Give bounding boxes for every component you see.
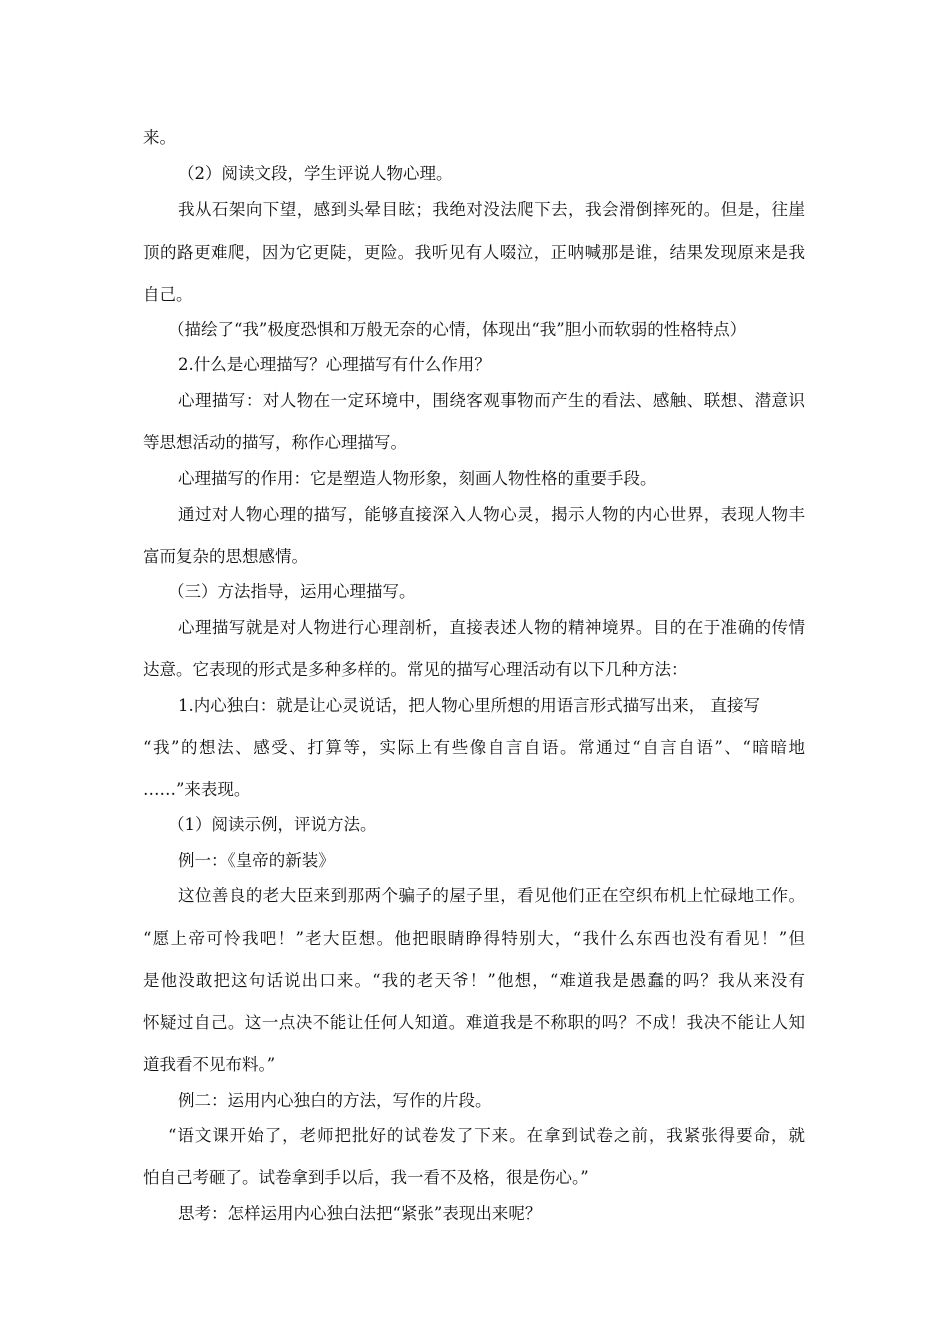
paragraph-line: 自己。 [143, 285, 193, 304]
paragraph-line: （三）方法指导，运用心理描写。 [168, 582, 416, 601]
paragraph-line: 来。 [143, 128, 176, 147]
paragraph-line: “语文课开始了，老师把批好的试卷发了下来。在拿到试卷之前，我紧张得要命，就 [168, 1126, 805, 1145]
paragraph-line: “我”的想法、感受、打算等，实际上有些像自言自语。常通过“自言自语”、“暗暗地 [143, 738, 805, 757]
paragraph-line: 达意。它表现的形式是多种多样的。常见的描写心理活动有以下几种方法： [143, 660, 688, 679]
paragraph-line: “愿上帝可怜我吧！”老大臣想。他把眼睛睁得特别大，“我什么东西也没有看见！”但 [143, 929, 805, 948]
paragraph-line: 这位善良的老大臣来到那两个骗子的屋子里，看见他们正在空织布机上忙碌地工作。 [178, 886, 805, 905]
paragraph-line: 等思想活动的描写，称作心理描写。 [143, 433, 407, 452]
paragraph-line: 心理描写：对人物在一定环境中，围绕客观事物而产生的看法、感触、联想、潜意识 [178, 391, 805, 410]
paragraph-line: 例二：运用内心独白的方法，写作的片段。 [178, 1091, 492, 1110]
paragraph-line: 通过对人物心理的描写，能够直接深入人物心灵，揭示人物的内心世界，表现人物丰 [178, 505, 805, 524]
paragraph-line: 思考：怎样运用内心独白法把“紧张”表现出来呢？ [178, 1204, 542, 1223]
paragraph-line: （1）阅读示例，评说方法。 [168, 815, 377, 834]
paragraph-line: 例一：《皇帝的新装》 [178, 851, 335, 870]
paragraph-line: 心理描写的作用：它是塑造人物形象，刻画人物性格的重要手段。 [178, 469, 657, 488]
paragraph-line: 1.内心独白：就是让心灵说话，把人物心里所想的用语言形式描写出来， 直接写 [178, 696, 760, 715]
paragraph-line: 是他没敢把这句话说出口来。“我的老天爷！”他想，“难道我是愚蠢的吗？我从来没有 [143, 971, 805, 990]
paragraph-line: 我从石架向下望，感到头晕目眩；我绝对没法爬下去，我会滑倒摔死的。但是，往崖 [178, 200, 805, 219]
paragraph-line: 心理描写就是对人物进行心理剖析，直接表述人物的精神境界。目的在于准确的传情 [178, 618, 805, 637]
paragraph-line: 道我看不见布料。” [143, 1055, 276, 1074]
paragraph-line: 怀疑过自己。这一点决不能让任何人知道。难道我是不称职的吗？不成！我决不能让人知 [143, 1013, 805, 1032]
paragraph-line: 怕自己考砸了。试卷拿到手以后，我一看不及格，很是伤心。” [143, 1168, 589, 1187]
paragraph-line: 富而复杂的思想感情。 [143, 547, 308, 566]
paragraph-line: ……”来表现。 [143, 780, 251, 799]
paragraph-line: （描绘了“我”极度恐惧和万般无奈的心情，体现出“我”胆小而软弱的性格特点） [168, 320, 747, 339]
paragraph-line: 2.什么是心理描写？心理描写有什么作用？ [178, 355, 491, 374]
paragraph-line: （2）阅读文段，学生评说人物心理。 [178, 164, 453, 183]
paragraph-line: 顶的路更难爬，因为它更陡，更险。我听见有人啜泣，正呐喊那是谁，结果发现原来是我 [143, 243, 805, 262]
